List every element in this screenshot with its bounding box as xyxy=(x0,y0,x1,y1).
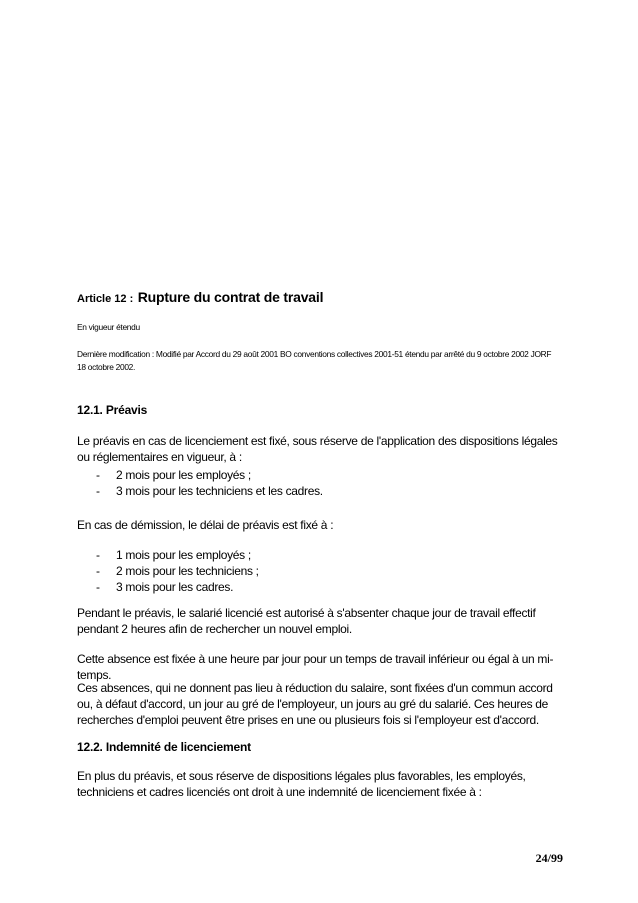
article-label: Article 12 : xyxy=(77,293,134,305)
section-heading-preavis: 12.1. Préavis xyxy=(77,403,148,417)
list-dash: - xyxy=(96,548,100,562)
preavis-mi-temps: Cette absence est fixée à une heure par jour pour un temps de travail inférieur ou égal à un mi-temps. xyxy=(77,652,554,682)
article-status: En vigueur étendu xyxy=(77,322,140,332)
article-name: Rupture du contrat de travail xyxy=(137,289,324,305)
list-dash: - xyxy=(96,564,100,578)
list-item: - 2 mois pour les employés ; xyxy=(96,468,251,482)
article-title xyxy=(77,289,323,307)
indemnite-intro: En plus du préavis, et sous réserve de dispositions légales plus favorables, les employés, techniciens et cadres licenciés ont droit à une indemnité de licenciement fixée à : xyxy=(77,769,526,799)
list-item: - 1 mois pour les employés ; xyxy=(96,548,251,562)
preavis-accord: Ces absences, qui ne donnent pas lieu à réduction du salaire, sont fixées d'un commun accord ou, à défaut d'accord, un jour au gré de l'employeur, un jours au gré du salarié. Ces heures de recherches d'emploi peuvent être prises en une ou plusieurs fois si l'employeur est d'accord. xyxy=(77,681,553,727)
list-dash: - xyxy=(96,484,100,498)
demission-list xyxy=(96,547,259,595)
article-modification: Dernière modification : Modifié par Accord du 29 août 2001 BO conventions collectives 2001-51 étendu par arrêté du 9 octobre 2002 JORF 18 octobre 2002. xyxy=(77,349,552,372)
demission-intro: En cas de démission, le délai de préavis est fixé à : xyxy=(77,518,334,532)
list-dash: - xyxy=(96,468,100,482)
licenciement-list xyxy=(96,467,323,499)
preavis-intro: Le préavis en cas de licenciement est fixé, sous réserve de l'application des dispositions légales ou réglementaires en vigueur, à : xyxy=(77,434,558,464)
list-item: - 3 mois pour les techniciens et les cadres. xyxy=(96,484,323,498)
page-number: 24/99 xyxy=(535,851,563,865)
preavis-absence: Pendant le préavis, le salarié licencié est autorisé à s'absenter chaque jour de travail effectif pendant 2 heures afin de rechercher un nouvel emploi. xyxy=(77,606,536,636)
section-heading-indemnite: 12.2. Indemnité de licenciement xyxy=(77,740,251,754)
list-item: - 3 mois pour les cadres. xyxy=(96,580,234,594)
list-item: - 2 mois pour les techniciens ; xyxy=(96,564,259,578)
list-dash: - xyxy=(96,580,100,594)
